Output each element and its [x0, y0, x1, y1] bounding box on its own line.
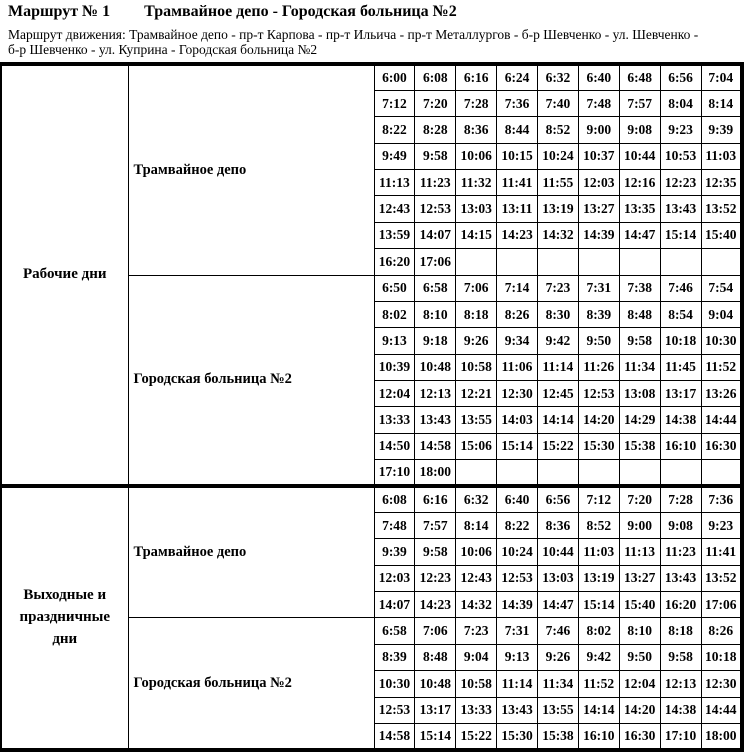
time-cell: 6:58 — [415, 275, 456, 301]
time-cell: 9:04 — [701, 301, 742, 327]
time-cell: 16:10 — [578, 723, 619, 750]
time-cell: 8:18 — [456, 301, 497, 327]
time-cell: 15:40 — [619, 592, 660, 618]
time-cell: 10:44 — [538, 539, 579, 565]
time-cell: 14:50 — [374, 433, 415, 459]
time-cell: 10:06 — [456, 143, 497, 169]
time-cell: 7:54 — [701, 275, 742, 301]
time-cell: 12:43 — [456, 565, 497, 591]
time-cell: 11:26 — [578, 354, 619, 380]
time-cell: 9:39 — [374, 539, 415, 565]
time-cell: 14:32 — [538, 222, 579, 248]
time-cell: 9:42 — [538, 328, 579, 354]
time-cell: 17:10 — [374, 460, 415, 486]
time-cell: 14:14 — [538, 407, 579, 433]
time-cell — [456, 249, 497, 275]
time-cell: 9:13 — [374, 328, 415, 354]
route-description-line-2: б-р Шевченко - ул. Куприна - Городская больница №2 — [8, 42, 318, 58]
time-cell: 8:14 — [701, 90, 742, 116]
time-cell: 16:20 — [374, 249, 415, 275]
time-cell: 12:53 — [578, 381, 619, 407]
time-cell: 8:28 — [415, 117, 456, 143]
stop-name-cell: Городская больница №2 — [128, 275, 374, 486]
time-cell: 10:58 — [456, 354, 497, 380]
time-cell: 11:45 — [660, 354, 701, 380]
time-cell: 9:58 — [415, 143, 456, 169]
time-cell: 6:32 — [456, 486, 497, 512]
time-cell: 6:40 — [497, 486, 538, 512]
time-cell: 9:13 — [497, 644, 538, 670]
time-cell: 6:32 — [538, 64, 579, 90]
time-cell: 14:47 — [619, 222, 660, 248]
time-cell: 8:14 — [456, 512, 497, 538]
time-cell: 6:08 — [415, 64, 456, 90]
time-cell: 9:50 — [619, 644, 660, 670]
timetable-row — [1, 486, 742, 512]
time-cell: 8:22 — [374, 117, 415, 143]
time-cell: 6:24 — [497, 64, 538, 90]
time-cell: 13:43 — [497, 697, 538, 723]
time-cell: 14:23 — [497, 222, 538, 248]
time-cell: 10:24 — [538, 143, 579, 169]
time-cell: 15:06 — [456, 433, 497, 459]
time-cell: 10:15 — [497, 143, 538, 169]
time-cell: 6:48 — [619, 64, 660, 90]
time-cell: 8:02 — [374, 301, 415, 327]
time-cell: 9:00 — [619, 512, 660, 538]
time-cell: 10:06 — [456, 539, 497, 565]
time-cell: 9:58 — [619, 328, 660, 354]
route-description — [8, 27, 736, 58]
time-cell: 11:14 — [538, 354, 579, 380]
time-cell: 11:34 — [538, 671, 579, 697]
time-cell: 16:20 — [660, 592, 701, 618]
timetable — [0, 62, 744, 752]
time-cell: 11:03 — [578, 539, 619, 565]
time-cell: 7:12 — [374, 90, 415, 116]
time-cell: 8:10 — [619, 618, 660, 644]
time-cell: 7:36 — [497, 90, 538, 116]
time-cell: 11:52 — [701, 354, 742, 380]
time-cell: 12:43 — [374, 196, 415, 222]
time-cell: 6:40 — [578, 64, 619, 90]
time-cell: 11:55 — [538, 170, 579, 196]
time-cell: 14:32 — [456, 592, 497, 618]
time-cell: 15:22 — [456, 723, 497, 750]
time-cell: 12:30 — [701, 671, 742, 697]
time-cell: 12:04 — [619, 671, 660, 697]
time-cell: 6:00 — [374, 64, 415, 90]
time-cell: 13:26 — [701, 381, 742, 407]
time-cell: 7:31 — [497, 618, 538, 644]
time-cell: 16:10 — [660, 433, 701, 459]
stop-name-cell: Городская больница №2 — [128, 618, 374, 750]
time-cell: 8:36 — [456, 117, 497, 143]
time-cell: 9:04 — [456, 644, 497, 670]
time-cell: 16:30 — [619, 723, 660, 750]
time-cell: 8:18 — [660, 618, 701, 644]
time-cell: 11:23 — [415, 170, 456, 196]
time-cell — [619, 249, 660, 275]
time-cell — [660, 460, 701, 486]
time-cell: 7:20 — [415, 90, 456, 116]
time-cell: 8:52 — [578, 512, 619, 538]
time-cell: 9:58 — [415, 539, 456, 565]
time-cell: 9:42 — [578, 644, 619, 670]
time-cell: 15:14 — [578, 592, 619, 618]
time-cell: 13:17 — [415, 697, 456, 723]
time-cell: 6:58 — [374, 618, 415, 644]
time-cell: 14:20 — [619, 697, 660, 723]
time-cell: 15:30 — [578, 433, 619, 459]
time-cell: 10:48 — [415, 354, 456, 380]
time-cell: 13:55 — [538, 697, 579, 723]
time-cell: 15:22 — [538, 433, 579, 459]
time-cell: 13:43 — [415, 407, 456, 433]
time-cell: 7:57 — [415, 512, 456, 538]
time-cell: 8:02 — [578, 618, 619, 644]
time-cell: 13:33 — [456, 697, 497, 723]
time-cell: 13:19 — [578, 565, 619, 591]
day-type-cell: Рабочие дни — [1, 64, 128, 486]
time-cell: 12:35 — [701, 170, 742, 196]
route-description-line-1: Маршрут движения: Трамвайное депо - пр-т Карпова - пр-т Ильича - пр-т Металлургов - б-р Шевченко - ул. Шевченко - — [8, 27, 699, 42]
time-cell: 7:57 — [619, 90, 660, 116]
time-cell: 6:50 — [374, 275, 415, 301]
time-cell — [619, 460, 660, 486]
time-cell: 14:03 — [497, 407, 538, 433]
time-cell: 10:53 — [660, 143, 701, 169]
time-cell: 7:06 — [415, 618, 456, 644]
time-cell: 13:43 — [660, 565, 701, 591]
time-cell: 17:10 — [660, 723, 701, 750]
time-cell: 10:30 — [701, 328, 742, 354]
time-cell: 14:07 — [374, 592, 415, 618]
time-cell: 13:27 — [578, 196, 619, 222]
time-cell: 7:14 — [497, 275, 538, 301]
time-cell: 12:23 — [415, 565, 456, 591]
time-cell: 7:06 — [456, 275, 497, 301]
time-cell: 9:18 — [415, 328, 456, 354]
time-cell: 6:56 — [538, 486, 579, 512]
route-title: Трамвайное депо - Городская больница №2 — [144, 3, 457, 20]
time-cell: 13:43 — [660, 196, 701, 222]
time-cell: 10:18 — [660, 328, 701, 354]
time-cell: 9:49 — [374, 143, 415, 169]
time-cell: 10:37 — [578, 143, 619, 169]
time-cell: 11:14 — [497, 671, 538, 697]
time-cell: 6:16 — [415, 486, 456, 512]
time-cell: 13:19 — [538, 196, 579, 222]
time-cell: 6:08 — [374, 486, 415, 512]
time-cell: 13:11 — [497, 196, 538, 222]
time-cell: 7:23 — [538, 275, 579, 301]
time-cell: 13:27 — [619, 565, 660, 591]
time-cell: 14:58 — [374, 723, 415, 750]
time-cell: 9:00 — [578, 117, 619, 143]
time-cell — [701, 249, 742, 275]
time-cell: 11:32 — [456, 170, 497, 196]
time-cell: 12:13 — [415, 381, 456, 407]
time-cell: 13:03 — [538, 565, 579, 591]
stop-name-cell: Трамвайное депо — [128, 486, 374, 618]
time-cell: 13:33 — [374, 407, 415, 433]
time-cell: 9:26 — [456, 328, 497, 354]
time-cell: 13:52 — [701, 196, 742, 222]
time-cell: 15:38 — [619, 433, 660, 459]
time-cell: 12:53 — [374, 697, 415, 723]
time-cell: 14:07 — [415, 222, 456, 248]
time-cell: 12:45 — [538, 381, 579, 407]
time-cell: 10:24 — [497, 539, 538, 565]
time-cell: 15:14 — [660, 222, 701, 248]
time-cell: 13:52 — [701, 565, 742, 591]
time-cell: 7:40 — [538, 90, 579, 116]
time-cell: 8:10 — [415, 301, 456, 327]
time-cell: 14:39 — [578, 222, 619, 248]
time-cell: 8:22 — [497, 512, 538, 538]
time-cell: 6:56 — [660, 64, 701, 90]
time-cell: 13:35 — [619, 196, 660, 222]
time-cell: 14:44 — [701, 407, 742, 433]
time-cell — [701, 460, 742, 486]
time-cell: 12:30 — [497, 381, 538, 407]
time-cell: 6:16 — [456, 64, 497, 90]
time-cell: 13:17 — [660, 381, 701, 407]
time-cell: 12:53 — [415, 196, 456, 222]
time-cell: 8:04 — [660, 90, 701, 116]
time-cell: 12:16 — [619, 170, 660, 196]
title-row — [8, 3, 736, 21]
time-cell: 8:48 — [415, 644, 456, 670]
time-cell: 13:03 — [456, 196, 497, 222]
time-cell — [578, 249, 619, 275]
time-cell: 7:28 — [660, 486, 701, 512]
time-cell: 10:18 — [701, 644, 742, 670]
document-header — [0, 0, 744, 62]
time-cell: 7:28 — [456, 90, 497, 116]
time-cell: 8:48 — [619, 301, 660, 327]
time-cell: 11:41 — [497, 170, 538, 196]
time-cell: 11:13 — [374, 170, 415, 196]
time-cell: 7:20 — [619, 486, 660, 512]
time-cell: 8:26 — [701, 618, 742, 644]
time-cell: 12:23 — [660, 170, 701, 196]
time-cell: 14:38 — [660, 407, 701, 433]
time-cell: 8:39 — [578, 301, 619, 327]
time-cell: 12:03 — [374, 565, 415, 591]
time-cell: 15:14 — [497, 433, 538, 459]
time-cell: 9:34 — [497, 328, 538, 354]
time-cell: 10:30 — [374, 671, 415, 697]
time-cell: 14:14 — [578, 697, 619, 723]
time-cell: 15:40 — [701, 222, 742, 248]
time-cell — [538, 460, 579, 486]
time-cell: 11:13 — [619, 539, 660, 565]
time-cell: 16:30 — [701, 433, 742, 459]
time-cell: 10:44 — [619, 143, 660, 169]
time-cell: 8:44 — [497, 117, 538, 143]
time-cell: 11:23 — [660, 539, 701, 565]
time-cell: 9:50 — [578, 328, 619, 354]
time-cell: 15:38 — [538, 723, 579, 750]
time-cell: 9:26 — [538, 644, 579, 670]
route-number: Маршрут № 1 — [8, 3, 111, 20]
time-cell: 8:54 — [660, 301, 701, 327]
time-cell: 14:47 — [538, 592, 579, 618]
time-cell: 8:39 — [374, 644, 415, 670]
time-cell: 14:38 — [660, 697, 701, 723]
timetable-row — [1, 64, 742, 90]
time-cell: 10:58 — [456, 671, 497, 697]
time-cell: 9:39 — [701, 117, 742, 143]
time-cell: 9:23 — [660, 117, 701, 143]
time-cell: 13:08 — [619, 381, 660, 407]
time-cell: 7:38 — [619, 275, 660, 301]
time-cell: 18:00 — [701, 723, 742, 750]
time-cell: 14:58 — [415, 433, 456, 459]
time-cell: 12:53 — [497, 565, 538, 591]
time-cell: 11:34 — [619, 354, 660, 380]
stop-name-cell: Трамвайное депо — [128, 64, 374, 275]
time-cell: 12:04 — [374, 381, 415, 407]
time-cell — [497, 249, 538, 275]
time-cell: 7:48 — [578, 90, 619, 116]
time-cell: 12:03 — [578, 170, 619, 196]
time-cell: 14:29 — [619, 407, 660, 433]
time-cell: 7:48 — [374, 512, 415, 538]
time-cell: 17:06 — [415, 249, 456, 275]
time-cell: 9:08 — [619, 117, 660, 143]
time-cell: 9:08 — [660, 512, 701, 538]
time-cell: 9:23 — [701, 512, 742, 538]
time-cell: 14:39 — [497, 592, 538, 618]
time-cell: 13:55 — [456, 407, 497, 433]
time-cell: 11:52 — [578, 671, 619, 697]
time-cell: 15:14 — [415, 723, 456, 750]
time-cell: 7:31 — [578, 275, 619, 301]
time-cell: 8:52 — [538, 117, 579, 143]
time-cell: 11:03 — [701, 143, 742, 169]
time-cell: 7:12 — [578, 486, 619, 512]
time-cell — [538, 249, 579, 275]
time-cell: 10:48 — [415, 671, 456, 697]
time-cell: 17:06 — [701, 592, 742, 618]
time-cell: 7:04 — [701, 64, 742, 90]
time-cell — [497, 460, 538, 486]
time-cell: 14:20 — [578, 407, 619, 433]
time-cell: 7:36 — [701, 486, 742, 512]
time-cell — [660, 249, 701, 275]
time-cell: 13:59 — [374, 222, 415, 248]
time-cell: 11:06 — [497, 354, 538, 380]
time-cell — [578, 460, 619, 486]
time-cell: 9:58 — [660, 644, 701, 670]
time-cell: 14:23 — [415, 592, 456, 618]
time-cell — [456, 460, 497, 486]
time-cell: 10:39 — [374, 354, 415, 380]
time-cell: 12:21 — [456, 381, 497, 407]
time-cell: 15:30 — [497, 723, 538, 750]
time-cell: 14:44 — [701, 697, 742, 723]
time-cell: 8:30 — [538, 301, 579, 327]
time-cell: 7:46 — [660, 275, 701, 301]
time-cell: 8:36 — [538, 512, 579, 538]
time-cell: 7:46 — [538, 618, 579, 644]
time-cell: 8:26 — [497, 301, 538, 327]
time-cell: 18:00 — [415, 460, 456, 486]
day-type-cell: Выходные и праздничные дни — [1, 486, 128, 750]
time-cell: 14:15 — [456, 222, 497, 248]
time-cell: 12:13 — [660, 671, 701, 697]
time-cell: 11:41 — [701, 539, 742, 565]
time-cell: 7:23 — [456, 618, 497, 644]
